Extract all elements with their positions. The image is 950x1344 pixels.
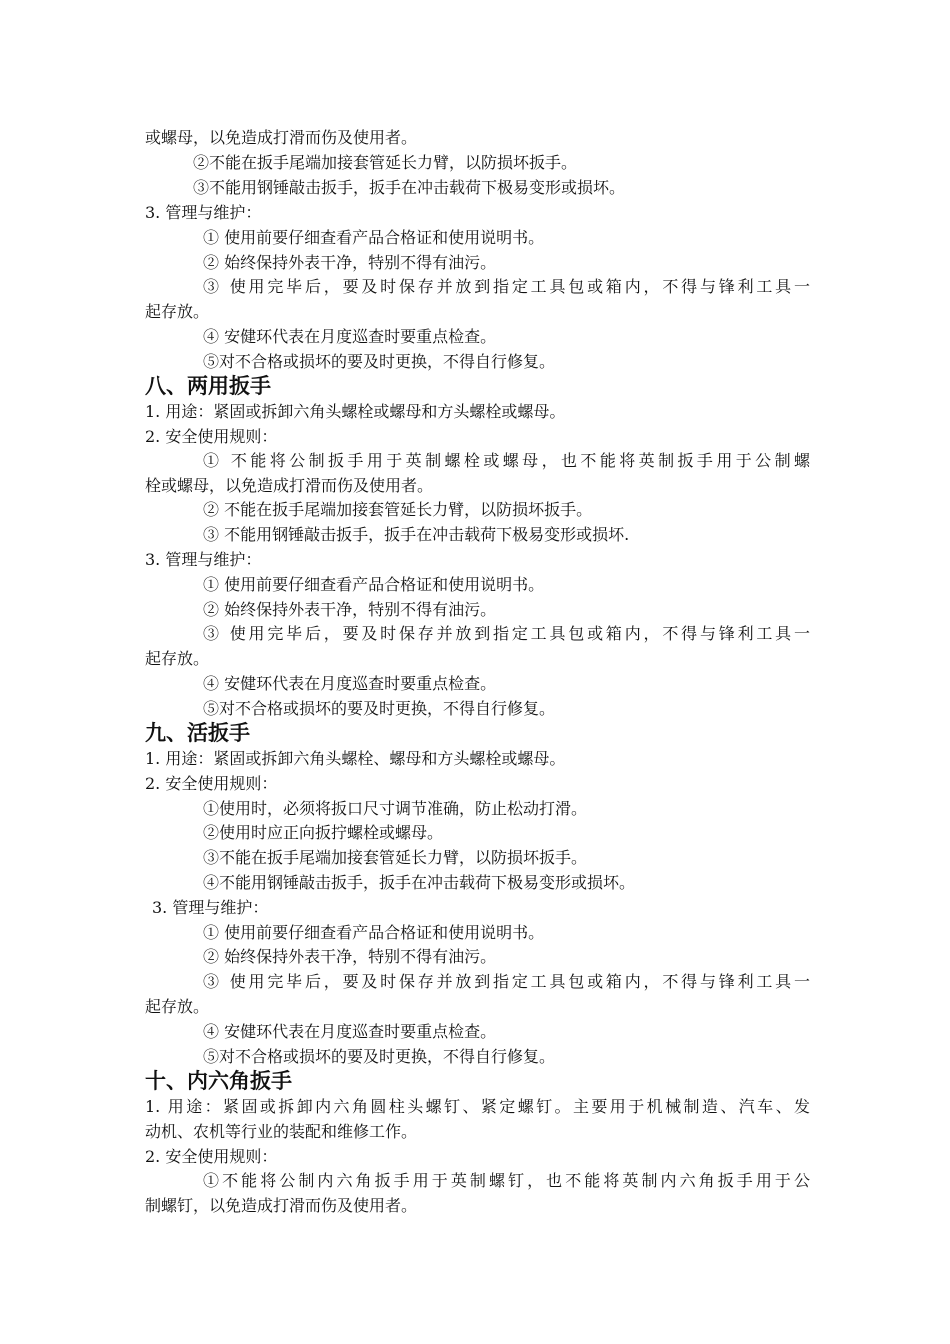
list-item: ③ 使用完毕后，要及时保存并放到指定工具包或箱内，不得与锋利工具一	[203, 972, 810, 991]
list-item: ④ 安健环代表在月度巡查时要重点检查。	[203, 327, 497, 346]
section-heading: 十、内六角扳手	[145, 1069, 292, 1093]
paragraph-line: 栓或螺母，以免造成打滑而伤及使用者。	[145, 476, 434, 495]
section-heading: 八、两用扳手	[145, 374, 271, 398]
section-heading: 九、活扳手	[145, 721, 250, 745]
list-item: ②使用时应正向扳拧螺栓或螺母。	[203, 823, 444, 842]
list-item: ② 始终保持外表干净，特别不得有油污。	[203, 600, 497, 619]
list-item: ③不能在扳手尾端加接套管延长力臂，以防损坏扳手。	[203, 848, 588, 867]
paragraph-line: 起存放。	[145, 649, 210, 668]
list-item: ② 始终保持外表干净，特别不得有油污。	[203, 253, 497, 272]
paragraph-line: 1. 用途：紧固或拆卸内六角圆柱头螺钉、紧定螺钉。主要用于机械制造、汽车、发	[145, 1097, 810, 1116]
list-item: ③ 不能用钢锤敲击扳手，扳手在冲击载荷下极易变形或损坏.	[203, 525, 630, 544]
list-item: ②不能在扳手尾端加接套管延长力臂，以防损坏扳手。	[193, 153, 578, 172]
paragraph-line: 起存放。	[145, 997, 210, 1016]
paragraph-line: 制螺钉，以免造成打滑而伤及使用者。	[145, 1196, 418, 1215]
paragraph-line: 或螺母，以免造成打滑而伤及使用者。	[145, 128, 418, 147]
list-item: ① 使用前要仔细查看产品合格证和使用说明书。	[203, 575, 545, 594]
list-item: ①使用时，必须将扳口尺寸调节准确，防止松动打滑。	[203, 799, 588, 818]
subsection-heading: 3. 管理与维护：	[145, 203, 262, 222]
list-item: ① 使用前要仔细查看产品合格证和使用说明书。	[203, 228, 545, 247]
paragraph-line: 起存放。	[145, 302, 210, 321]
list-item: ⑤对不合格或损坏的要及时更换，不得自行修复。	[203, 352, 556, 371]
subsection-heading: 2. 安全使用规则：	[145, 774, 278, 793]
list-item: ⑤对不合格或损坏的要及时更换，不得自行修复。	[203, 1047, 556, 1066]
list-item: ② 不能在扳手尾端加接套管延长力臂，以防损坏扳手。	[203, 500, 593, 519]
subsection-heading: 2. 安全使用规则：	[145, 427, 278, 446]
list-item: ③ 使用完毕后，要及时保存并放到指定工具包或箱内，不得与锋利工具一	[203, 624, 810, 643]
paragraph-line: 1. 用途：紧固或拆卸六角头螺栓或螺母和方头螺栓或螺母。	[145, 402, 566, 421]
list-item: ④ 安健环代表在月度巡查时要重点检查。	[203, 1022, 497, 1041]
list-item: ④ 安健环代表在月度巡查时要重点检查。	[203, 674, 497, 693]
subsection-heading: 2. 安全使用规则：	[145, 1147, 278, 1166]
list-item: ④不能用钢锤敲击扳手，扳手在冲击载荷下极易变形或损坏。	[203, 873, 636, 892]
paragraph-line: 动机、农机等行业的装配和维修工作。	[145, 1122, 418, 1141]
list-item: ① 不能将公制扳手用于英制螺栓或螺母，也不能将英制扳手用于公制螺	[203, 451, 810, 470]
paragraph-line: 1. 用途：紧固或拆卸六角头螺栓、螺母和方头螺栓或螺母。	[145, 749, 566, 768]
list-item: ⑤对不合格或损坏的要及时更换，不得自行修复。	[203, 699, 556, 718]
list-item: ③不能用钢锤敲击扳手，扳手在冲击载荷下极易变形或损坏。	[193, 178, 626, 197]
list-item: ③ 使用完毕后，要及时保存并放到指定工具包或箱内，不得与锋利工具一	[203, 277, 810, 296]
list-item: ① 使用前要仔细查看产品合格证和使用说明书。	[203, 923, 545, 942]
list-item: ①不能将公制内六角扳手用于英制螺钉，也不能将英制内六角扳手用于公	[203, 1171, 810, 1190]
subsection-heading: 3. 管理与维护：	[145, 550, 262, 569]
list-item: ② 始终保持外表干净，特别不得有油污。	[203, 947, 497, 966]
subsection-heading: 3. 管理与维护：	[152, 898, 269, 917]
